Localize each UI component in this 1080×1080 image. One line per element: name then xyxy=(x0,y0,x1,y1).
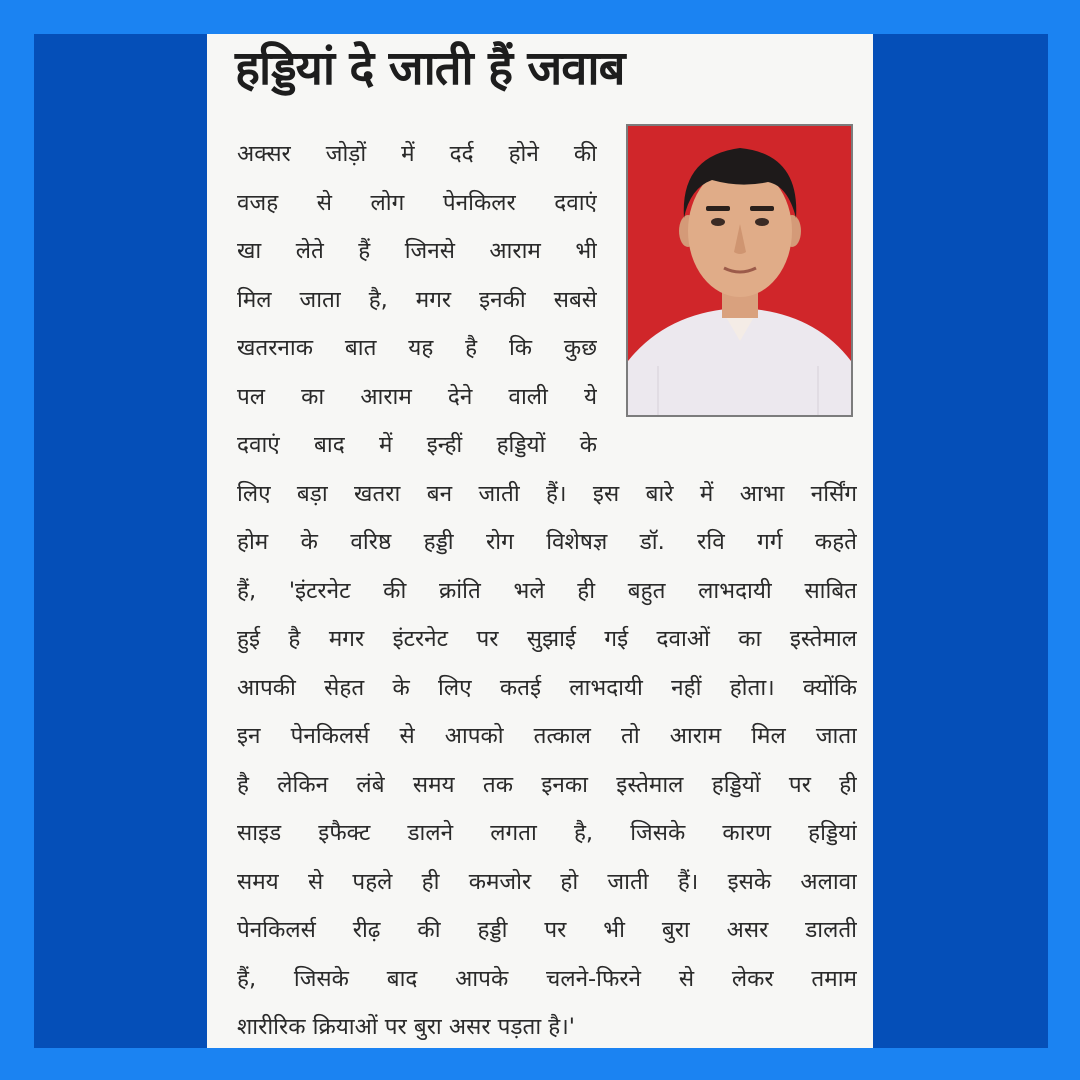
article-line: लिए बड़ा खतरा बन जाती हैं। इस बारे में आभा नर्सिंग xyxy=(237,480,857,507)
article-line: वजह से लोग पेनकिलर दवाएं xyxy=(237,189,597,216)
article-line: हैं, 'इंटरनेट की क्रांति भले ही बहुत लाभदायी साबित xyxy=(237,577,857,604)
article-line: पेनकिलर्स रीढ़ की हड्डी पर भी बुरा असर डालती xyxy=(237,917,857,943)
article-line: मिल जाता है, मगर इनकी सबसे xyxy=(237,286,597,313)
article-headline: हड्डियां दे जाती हैं जवाब xyxy=(235,41,625,96)
article-line: दवाएं बाद में इन्हीं हड्डियों के xyxy=(237,432,597,458)
article-body xyxy=(237,130,857,1048)
newspaper-clipping xyxy=(207,34,873,1048)
article-line: इन पेनकिलर्स से आपको तत्काल तो आराम मिल जाता xyxy=(237,723,857,749)
article-line: पल का आराम देने वाली ये xyxy=(237,383,597,410)
article-line: हुई है मगर इंटरनेट पर सुझाई गई दवाओं का इस्तेमाल xyxy=(237,626,857,652)
article-line: शारीरिक क्रियाओं पर बुरा असर पड़ता है।' xyxy=(237,1014,575,1040)
article-line: अक्सर जोड़ों में दर्द होने की xyxy=(237,141,597,167)
article-line: समय से पहले ही कमजोर हो जाती हैं। इसके अलावा xyxy=(237,868,857,895)
article-line: साइड इफैक्ट डालने लगता है, जिसके कारण हड्डियां xyxy=(237,820,857,846)
article-line: आपकी सेहत के लिए कतई लाभदायी नहीं होता। क्योंकि xyxy=(237,674,857,701)
article-line: होम के वरिष्ठ हड्डी रोग विशेषज्ञ डॉ. रवि गर्ग कहते xyxy=(237,529,857,555)
article-line: खतरनाक बात यह है कि कुछ xyxy=(237,335,597,361)
article-line: हैं, जिसके बाद आपके चलने-फिरने से लेकर तमाम xyxy=(237,965,857,992)
article-line: है लेकिन लंबे समय तक इनका इस्तेमाल हड्डियों पर ही xyxy=(237,771,857,798)
article-line: खा लेते हैं जिनसे आराम भी xyxy=(237,238,597,264)
